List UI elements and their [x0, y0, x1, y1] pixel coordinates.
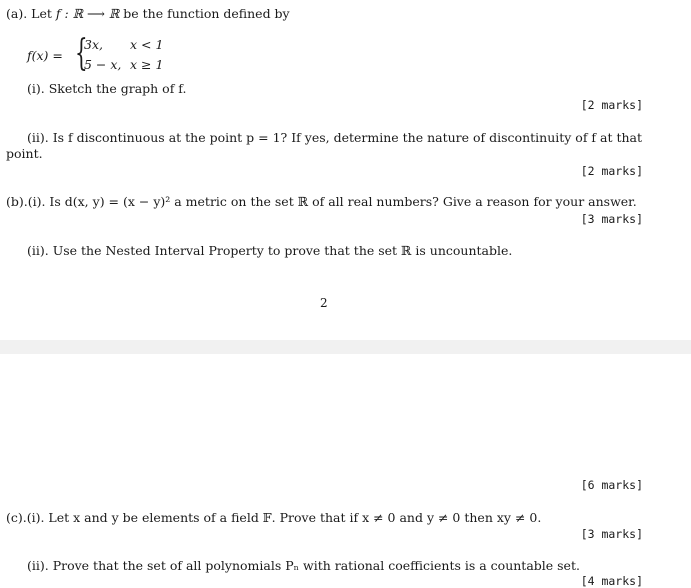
part-b-question-ii: (ii). Use the Nested Interval Property to prove that the set ℝ is uncountable. — [27, 243, 513, 258]
part-a-question-ii-continued: point. — [6, 146, 43, 161]
part-a-intro-math: f : ℝ ⟶ ℝ — [55, 6, 120, 21]
page-number: 2 — [320, 296, 328, 310]
part-c-question-i: (c).(i). Let x and y be elements of a field 𝔽. Prove that if x ≠ 0 and y ≠ 0 then xy ≠ 0. — [6, 510, 542, 525]
case1-expression: 3x, — [84, 37, 103, 52]
case1-condition: x < 1 — [130, 37, 164, 52]
part-b-i-marks: [3 marks] — [580, 212, 643, 226]
exam-page-2 — [0, 354, 691, 586]
part-a-intro-prefix: (a). Let — [6, 6, 56, 21]
part-c-ii-marks: [4 marks] — [580, 574, 643, 588]
piecewise-brace: { — [75, 33, 88, 74]
case2-condition: x ≥ 1 — [130, 57, 164, 72]
part-a-question-ii: (ii). Is f discontinuous at the point p = 1? If yes, determine the nature of discontinuity of f at that — [27, 130, 643, 145]
part-c-i-marks: [3 marks] — [580, 527, 643, 541]
part-b-ii-marks: [6 marks] — [580, 478, 643, 492]
part-b-question-i: (b).(i). Is d(x, y) = (x − y)² a metric on the set ℝ of all real numbers? Give a reason for your answer. — [6, 194, 637, 209]
part-a-intro-suffix: be the function defined by — [119, 6, 290, 21]
piecewise-lhs: f(x) = — [27, 48, 63, 63]
part-c-question-ii: (ii). Prove that the set of all polynomials Pₙ with rational coefficients is a countable set. — [27, 558, 580, 573]
part-a-intro — [6, 6, 290, 21]
page-separator — [0, 340, 691, 354]
part-a-i-marks: [2 marks] — [580, 98, 643, 112]
case2-expression: 5 − x, — [84, 57, 122, 72]
part-a-ii-marks: [2 marks] — [580, 164, 643, 178]
part-a-question-i: (i). Sketch the graph of f. — [27, 81, 187, 96]
